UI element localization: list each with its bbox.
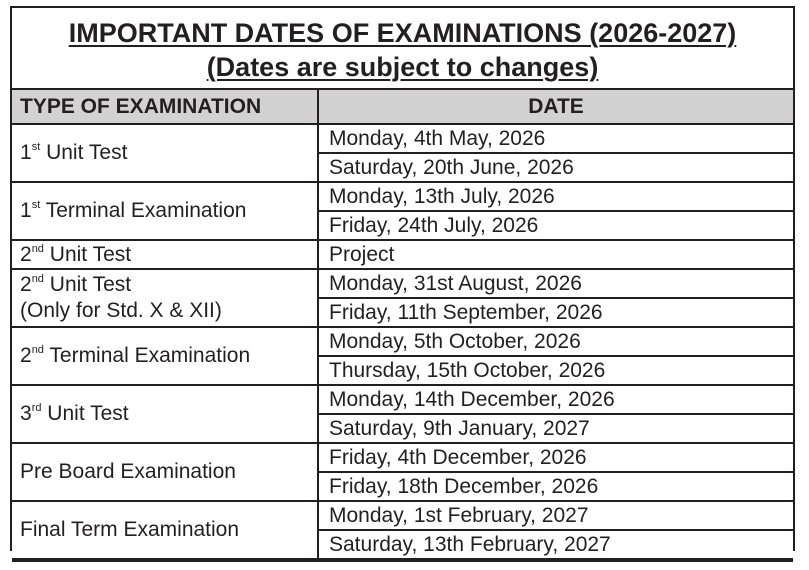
table-row — [12, 501, 793, 530]
exam-ordinal-number: 2 — [20, 242, 32, 266]
exam-date-cell: Saturday, 13th February, 2027 — [318, 530, 793, 559]
exam-ordinal-number: 2 — [20, 344, 32, 367]
schedule-subtitle: (Dates are subject to changes) — [206, 52, 599, 82]
table-row — [12, 269, 793, 298]
exam-type-label — [20, 140, 317, 166]
table-row — [12, 385, 793, 414]
exam-type-label — [20, 517, 317, 543]
exam-ordinal-suffix: st — [31, 199, 41, 211]
exam-date-cell: Monday, 4th May, 2026 — [318, 124, 793, 153]
table-bottom-edge — [12, 560, 793, 570]
header-date: DATE — [318, 90, 793, 124]
exam-type-cell — [12, 443, 318, 501]
exam-ordinal-number: 3 — [20, 402, 32, 425]
exam-type-cell — [12, 501, 318, 559]
table-row — [12, 240, 793, 269]
exam-type-text: Unit Test — [40, 141, 128, 164]
exam-type-cell — [12, 182, 318, 240]
exam-date-cell: Monday, 14th December, 2026 — [318, 385, 793, 414]
exam-date-cell: Saturday, 20th June, 2026 — [318, 153, 793, 182]
exam-type-text: Pre Board Examination — [20, 460, 236, 483]
exam-type-cell — [12, 327, 318, 385]
exam-ordinal-number: 1 — [20, 199, 32, 222]
exam-type-label — [20, 401, 317, 427]
exam-type-text: Unit Test — [43, 242, 132, 266]
exam-ordinal-suffix: nd — [31, 273, 44, 285]
table-row — [12, 443, 793, 472]
exam-type-label — [20, 343, 317, 369]
exam-date-cell: Monday, 13th July, 2026 — [318, 182, 793, 211]
exam-type-text: Unit Test — [41, 402, 129, 425]
exam-type-text: Terminal Examination — [43, 344, 251, 367]
exam-date-cell: Monday, 1st February, 2027 — [318, 501, 793, 530]
exam-date-cell: Thursday, 15th October, 2026 — [318, 356, 793, 385]
header-type-of-examination: TYPE OF EXAMINATION — [12, 90, 318, 124]
exam-date-cell: Friday, 11th September, 2026 — [318, 298, 793, 327]
exam-type-text: Final Term Examination — [20, 518, 240, 541]
exam-type-text: Unit Test — [43, 273, 132, 296]
exam-date-cell: Friday, 18th December, 2026 — [318, 472, 793, 501]
table-header-row — [12, 90, 793, 124]
exam-type-label — [20, 198, 317, 224]
exam-type-label — [20, 272, 317, 298]
title-block — [12, 8, 793, 90]
exam-date-cell: Project — [318, 240, 793, 269]
exam-ordinal-number: 1 — [20, 141, 32, 164]
exam-ordinal-suffix: st — [31, 141, 41, 153]
exam-type-label — [20, 242, 317, 268]
exam-type-cell — [12, 124, 318, 182]
exam-ordinal-number: 2 — [20, 273, 32, 296]
schedule-title: IMPORTANT DATES OF EXAMINATIONS (2026-2027) — [68, 18, 737, 48]
table-row — [12, 327, 793, 356]
exam-ordinal-suffix: nd — [31, 242, 44, 255]
exam-date-cell: Friday, 4th December, 2026 — [318, 443, 793, 472]
exam-type-cell — [12, 269, 318, 327]
exam-ordinal-suffix: nd — [31, 344, 44, 356]
exam-schedule-frame — [10, 6, 795, 556]
exam-date-cell: Friday, 24th July, 2026 — [318, 211, 793, 240]
exam-type-cell — [12, 240, 318, 269]
exam-type-text: Terminal Examination — [40, 199, 247, 222]
exam-rows — [12, 124, 793, 559]
exam-dates-table — [12, 90, 793, 560]
table-row — [12, 182, 793, 211]
exam-type-cell — [12, 385, 318, 443]
table-row — [12, 124, 793, 153]
exam-date-cell: Saturday, 9th January, 2027 — [318, 414, 793, 443]
exam-ordinal-suffix: rd — [31, 402, 42, 414]
exam-type-label — [20, 459, 317, 485]
exam-date-cell: Monday, 5th October, 2026 — [318, 327, 793, 356]
exam-type-note: (Only for Std. X & XII) — [20, 299, 222, 322]
exam-date-cell: Monday, 31st August, 2026 — [318, 269, 793, 298]
